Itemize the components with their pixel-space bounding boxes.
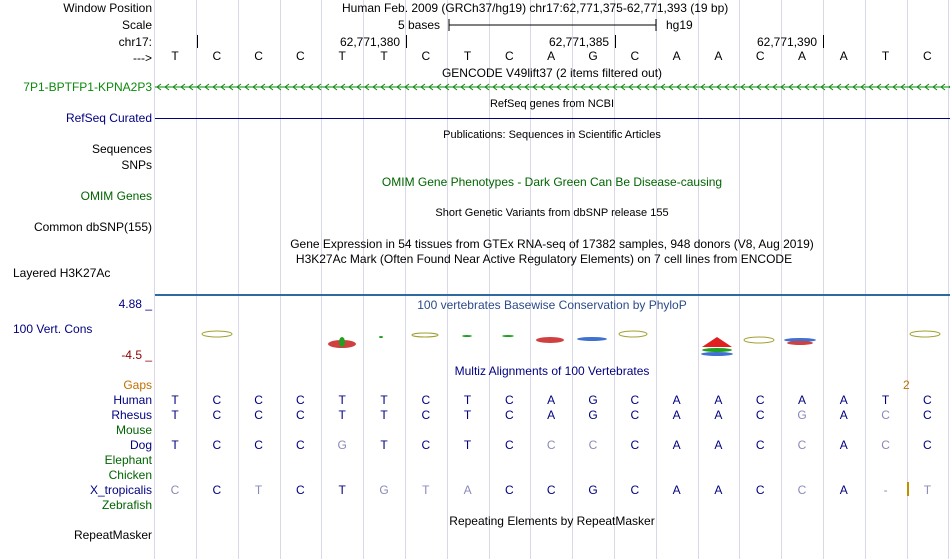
- sequence-base: C: [296, 49, 305, 63]
- alignment-base-x-tropicalis: G: [588, 483, 598, 497]
- alignment-base-rhesus: T: [463, 408, 472, 422]
- alignment-base-dog: T: [171, 438, 179, 452]
- alignment-base-rhesus: T: [171, 408, 179, 422]
- phylop-glyph: [701, 352, 733, 356]
- phylop-glyph: [910, 331, 940, 337]
- chrom-label: chr17:: [118, 35, 152, 49]
- alignment-base-rhesus: C: [254, 408, 263, 422]
- phylop-glyph: [787, 341, 813, 345]
- phylop-glyph: [702, 348, 732, 352]
- sequence-base: T: [171, 49, 179, 63]
- alignment-base-dog: A: [839, 438, 848, 452]
- alignment-base-human: C: [296, 393, 305, 407]
- sequence-base: C: [923, 49, 932, 63]
- track-data-panel[interactable]: [155, 0, 950, 559]
- h3k27ac-signal: [155, 294, 950, 296]
- alignment-base-rhesus: G: [797, 408, 807, 422]
- scale-label: Scale: [121, 18, 152, 32]
- alignment-base-rhesus: C: [923, 408, 932, 422]
- ruler-tick: [823, 35, 824, 48]
- sequence-base: T: [380, 49, 388, 63]
- sequence-base: A: [797, 49, 806, 63]
- scale-bar: [448, 17, 658, 33]
- alignment-base-rhesus: C: [881, 408, 890, 422]
- alignment-base-dog: G: [337, 438, 347, 452]
- sequence-base: C: [421, 49, 431, 63]
- alignment-base-x-tropicalis: T: [338, 483, 346, 497]
- phylop-glyph: [339, 337, 345, 347]
- species-label-zebrafish[interactable]: Zebrafish: [101, 498, 152, 512]
- phylop-glyph: [202, 331, 232, 337]
- common-dbsnp-label[interactable]: Common dbSNP(155): [33, 220, 152, 234]
- phylop-logo: [155, 325, 950, 360]
- gencode-gene-label[interactable]: 7P1-BPTFP1-KPNA2P3: [23, 80, 152, 94]
- omim-track-title[interactable]: OMIM Gene Phenotypes - Dark Green Can Be Disease-causing: [381, 175, 723, 189]
- dbsnp-track-title[interactable]: Short Genetic Variants from dbSNP release 155: [435, 207, 669, 219]
- alignment-base-dog: C: [923, 438, 932, 452]
- alignment-base-dog: A: [714, 438, 723, 452]
- sequences-label[interactable]: Sequences: [91, 142, 152, 156]
- phylop-track-title[interactable]: 100 vertebrates Basewise Conservation by PhyloP: [417, 298, 687, 312]
- phylop-glyph: [619, 331, 647, 337]
- alignment-base-human: C: [755, 393, 765, 407]
- alignment-base-rhesus: T: [380, 408, 388, 422]
- alignment-base-rhesus: C: [630, 408, 640, 422]
- cons-max-label: 4.88 _: [118, 297, 152, 311]
- alignment-base-human: T: [463, 393, 472, 407]
- phylop-glyph: [744, 337, 774, 343]
- sequence-base: A: [714, 49, 723, 63]
- alignment-base-human: A: [839, 393, 848, 407]
- strand-arrow-label[interactable]: --->: [133, 51, 152, 65]
- alignment-base-dog: C: [546, 438, 556, 452]
- alignment-base-rhesus: C: [505, 408, 514, 422]
- alignment-base-human: T: [171, 393, 179, 407]
- layered-h3k27ac-label[interactable]: Layered H3K27Ac: [13, 266, 111, 280]
- alignment-base-x-tropicalis: A: [463, 483, 472, 497]
- gencode-track-title[interactable]: GENCODE V49lift37 (2 items filtered out): [441, 66, 663, 80]
- alignment-base-dog: C: [505, 438, 514, 452]
- alignment-base-human: C: [630, 393, 640, 407]
- alignment-base-human: C: [212, 393, 222, 407]
- scale-text: 5 bases: [398, 18, 441, 32]
- gaps-label[interactable]: Gaps: [123, 378, 152, 392]
- alignment-base-human: C: [505, 393, 514, 407]
- h3k27ac-track-title[interactable]: H3K27Ac Mark (Often Found Near Active Regulatory Elements) on 7 cell lines from ENCODE: [295, 252, 793, 266]
- phylop-glyph: [462, 335, 472, 337]
- multiz-track-title[interactable]: Multiz Alignments of 100 Vertebrates: [454, 364, 650, 378]
- alignment-base-dog: C: [881, 438, 890, 452]
- alignment-base-x-tropicalis: A: [839, 483, 848, 497]
- ruler-tick: [615, 35, 616, 48]
- alignment-base-rhesus: C: [296, 408, 305, 422]
- phylop-glyph: [502, 335, 514, 337]
- alignment-base-human: T: [881, 393, 890, 407]
- assembly-text: hg19: [666, 18, 693, 32]
- ruler-tick-label-3: 62,771,390: [757, 35, 818, 49]
- alignment-base-dog: C: [296, 438, 305, 452]
- species-label-elephant[interactable]: Elephant: [104, 453, 152, 467]
- alignment-base-human: A: [797, 393, 806, 407]
- sequence-base: A: [547, 49, 556, 63]
- alignment-base-dog: C: [630, 438, 640, 452]
- alignment-base-x-tropicalis: T: [422, 483, 430, 497]
- refseq-curated-label[interactable]: RefSeq Curated: [65, 111, 152, 125]
- alignment-base-human: C: [421, 393, 431, 407]
- sequence-base: T: [338, 49, 346, 63]
- alignment-base-x-tropicalis: T: [254, 483, 263, 497]
- alignment-base-dog: C: [755, 438, 765, 452]
- alignment-base-dog: C: [588, 438, 598, 452]
- alignment-base-x-tropicalis: C: [797, 483, 807, 497]
- species-label-dog[interactable]: Dog: [129, 438, 152, 452]
- phylop-glyph: [379, 336, 383, 338]
- alignment-base-rhesus: A: [672, 408, 681, 422]
- alignment-base-x-tropicalis: C: [296, 483, 305, 497]
- sequence-base: T: [463, 49, 472, 63]
- phylop-glyph: [702, 337, 732, 347]
- alignment-base-x-tropicalis: A: [714, 483, 723, 497]
- repeatmasker-track-title[interactable]: Repeating Elements by RepeatMasker: [449, 514, 655, 528]
- snps-label[interactable]: SNPs: [121, 158, 152, 172]
- alignment-base-x-tropicalis: A: [672, 483, 681, 497]
- publications-track-title[interactable]: Publications: Sequences in Scientific Articles: [443, 129, 661, 141]
- alignment-base-human: C: [254, 393, 263, 407]
- alignment-base-dog: C: [797, 438, 807, 452]
- alignment-base-rhesus: A: [714, 408, 723, 422]
- alignment-base-x-tropicalis: C: [755, 483, 765, 497]
- alignment-base-human: A: [672, 393, 681, 407]
- alignment-base-x-tropicalis: C: [546, 483, 556, 497]
- phylop-glyph: [412, 333, 438, 337]
- insertion-marker: [907, 482, 909, 496]
- species-label-rhesus[interactable]: Rhesus: [111, 408, 152, 422]
- alignment-base-dog: C: [421, 438, 431, 452]
- gtex-track-title[interactable]: Gene Expression in 54 tissues from GTEx RNA-seq of 17382 samples, 948 donors (V8, Aug 2019): [290, 237, 814, 251]
- alignment-base-human: G: [588, 393, 598, 407]
- alignment-base-dog: C: [254, 438, 263, 452]
- ruler-tick-label-2: 62,771,385: [549, 35, 610, 49]
- species-label-human[interactable]: Human: [113, 393, 152, 407]
- alignment-base-x-tropicalis: C: [212, 483, 222, 497]
- alignment-base-human: T: [380, 393, 388, 407]
- ruler-tick: [406, 35, 407, 48]
- alignment-base-human: A: [714, 393, 723, 407]
- alignment-base-dog: A: [672, 438, 681, 452]
- sequence-base: C: [630, 49, 640, 63]
- sequence-base: C: [254, 49, 263, 63]
- alignment-base-human: T: [338, 393, 346, 407]
- alignment-base-x-tropicalis: T: [923, 483, 932, 497]
- alignment-base-rhesus: C: [212, 408, 222, 422]
- phylop-glyph: [536, 337, 564, 343]
- alignment-base-x-tropicalis: G: [379, 483, 389, 497]
- sequence-base: G: [588, 49, 598, 63]
- species-label-x-tropicalis[interactable]: X_tropicalis: [89, 483, 152, 497]
- vert-cons-label[interactable]: 100 Vert. Cons: [13, 322, 93, 336]
- ruler-tick: [197, 35, 198, 48]
- window-position-label: Window Position: [63, 1, 152, 15]
- gencode-gene-line[interactable]: [155, 82, 950, 92]
- alignment-base-dog: T: [463, 438, 472, 452]
- window-position-text: Human Feb. 2009 (GRCh37/hg19) chr17:62,771,375-62,771,393 (19 bp): [342, 1, 729, 15]
- sequence-base: C: [755, 49, 765, 63]
- alignment-base-human: A: [547, 393, 556, 407]
- alignment-base-x-tropicalis: -: [883, 483, 888, 497]
- omim-genes-label[interactable]: OMIM Genes: [80, 189, 152, 203]
- alignment-base-x-tropicalis: C: [630, 483, 640, 497]
- repeatmasker-label[interactable]: RepeatMasker: [73, 528, 152, 542]
- alignment-base-rhesus: G: [588, 408, 598, 422]
- sequence-base: C: [212, 49, 222, 63]
- sequence-base: A: [672, 49, 681, 63]
- alignment-base-rhesus: C: [755, 408, 765, 422]
- alignment-base-rhesus: C: [421, 408, 431, 422]
- alignment-base-rhesus: A: [839, 408, 848, 422]
- alignment-base-human: C: [923, 393, 932, 407]
- alignment-base-x-tropicalis: C: [505, 483, 514, 497]
- refseq-track-title[interactable]: RefSeq genes from NCBI: [489, 98, 615, 110]
- alignment-base-x-tropicalis: C: [170, 483, 180, 497]
- alignment-base-rhesus: A: [547, 408, 556, 422]
- refseq-gene-line[interactable]: [155, 118, 950, 119]
- alignment-base-dog: T: [380, 438, 388, 452]
- phylop-glyph: [577, 337, 607, 341]
- sequence-base: C: [505, 49, 514, 63]
- sequence-base: A: [839, 49, 848, 63]
- gaps-value: 2: [903, 378, 910, 392]
- alignment-base-rhesus: T: [338, 408, 346, 422]
- cons-min-label: -4.5 _: [121, 348, 152, 362]
- track-labels-panel: [0, 0, 154, 559]
- species-label-chicken[interactable]: Chicken: [108, 468, 152, 482]
- ruler-tick-label-1: 62,771,380: [340, 35, 401, 49]
- sequence-base: T: [881, 49, 890, 63]
- alignment-base-dog: C: [212, 438, 222, 452]
- species-label-mouse[interactable]: Mouse: [115, 423, 152, 437]
